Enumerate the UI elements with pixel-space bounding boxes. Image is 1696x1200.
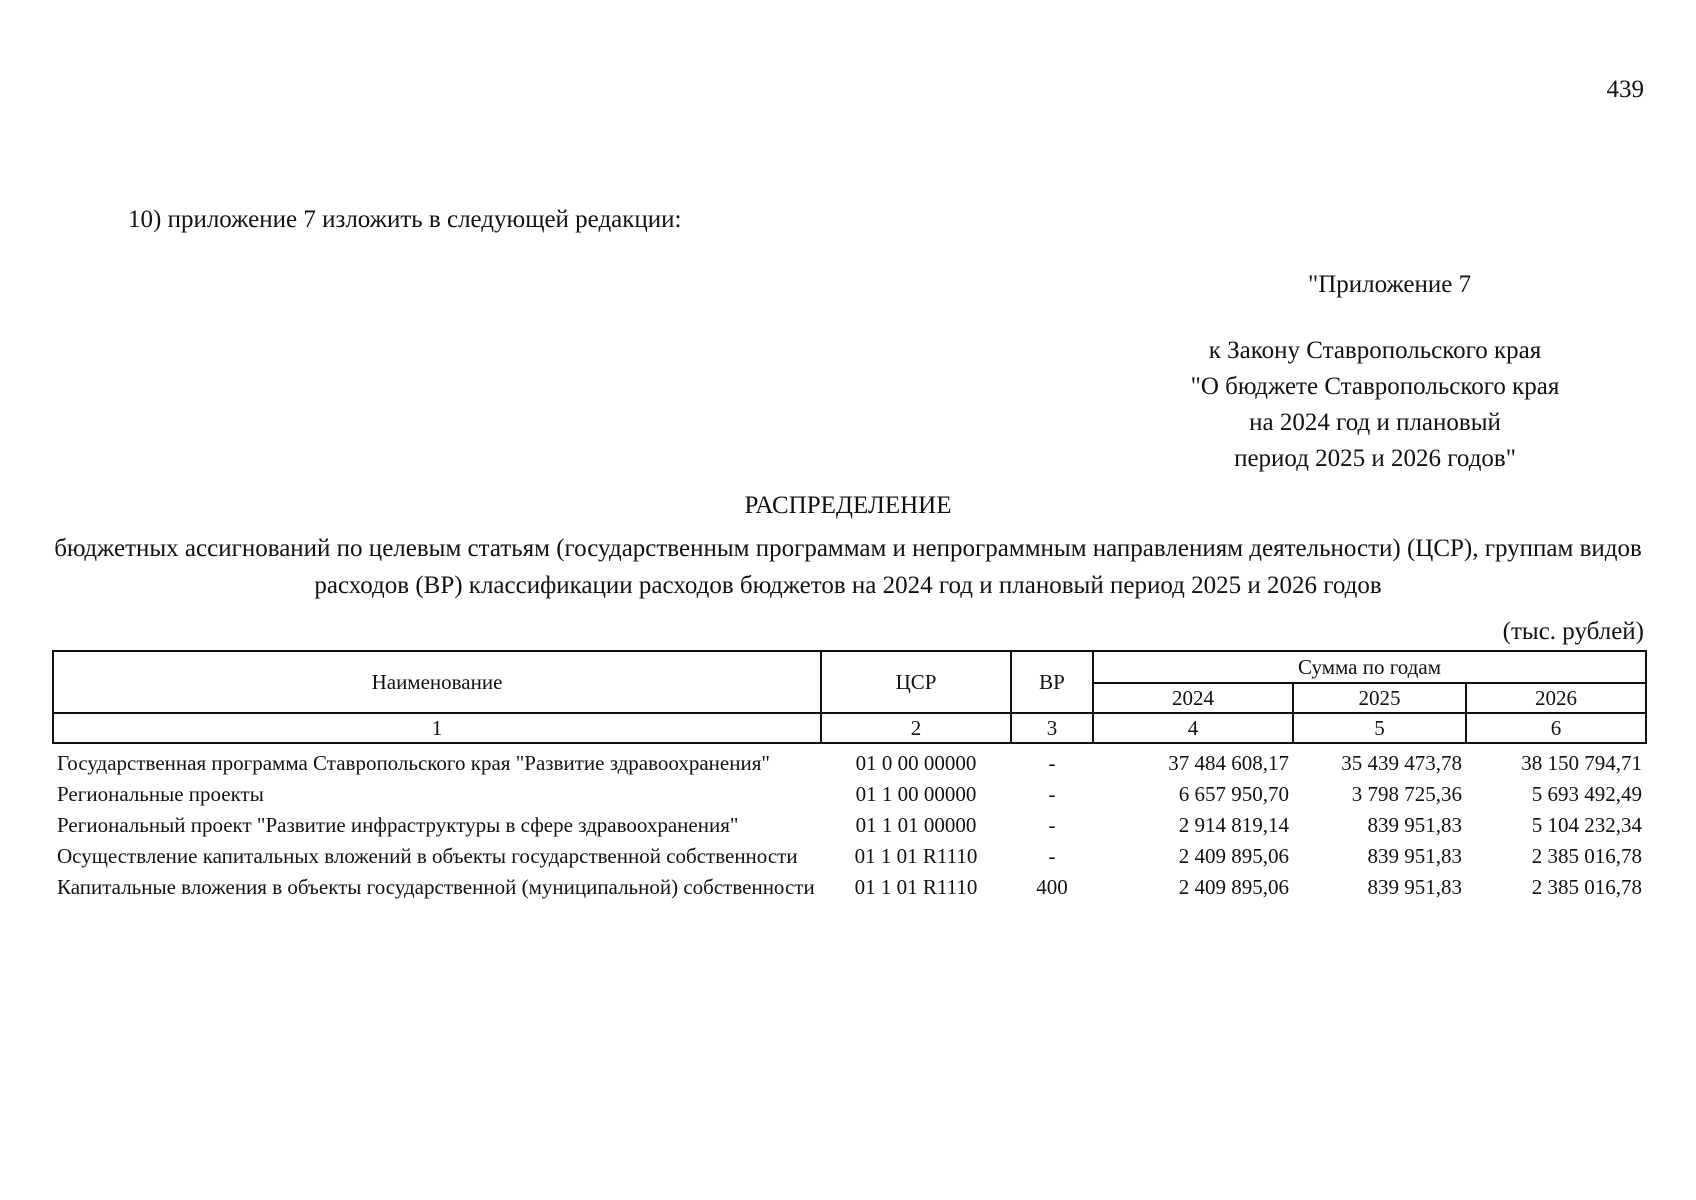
table-header-row (53, 651, 1646, 683)
row-amount-2024: 2 409 895,06 (1178, 844, 1289, 868)
column-number: 4 (1093, 713, 1293, 743)
table-row (53, 841, 1646, 872)
row-name: Региональные проекты (57, 782, 264, 806)
row-name: Региональный проект "Развитие инфраструктуры в сфере здравоохранения" (57, 813, 739, 837)
column-number: 1 (53, 713, 821, 743)
row-amount-2026: 5 693 492,49 (1531, 782, 1642, 806)
column-number: 3 (1011, 713, 1093, 743)
law-reference-line-1: к Закону Ставропольского края (1208, 337, 1542, 364)
page-number: 439 (1606, 76, 1644, 103)
row-amount-2024: 6 657 950,70 (1178, 782, 1289, 806)
header-year-2025: 2025 (1293, 683, 1466, 713)
row-csr: 01 1 00 00000 (855, 782, 977, 806)
law-reference (1140, 333, 1610, 477)
row-vr: - (1048, 782, 1056, 806)
column-number: 6 (1466, 713, 1646, 743)
row-vr: 400 (1036, 875, 1068, 899)
row-name: Капитальные вложения в объекты государственной (муниципальной) собственности (57, 875, 815, 899)
table-row (53, 872, 1646, 903)
row-name: Осуществление капитальных вложений в объекты государственной собственности (57, 844, 798, 868)
intro-paragraph: 10) приложение 7 изложить в следующей редакции: (128, 206, 682, 233)
row-vr: - (1048, 751, 1056, 775)
row-amount-2025: 839 951,83 (1367, 813, 1462, 837)
row-amount-2026: 5 104 232,34 (1531, 813, 1642, 837)
row-amount-2025: 35 439 473,78 (1341, 751, 1462, 775)
row-csr: 01 1 01 R1110 (854, 844, 978, 868)
header-vr: ВР (1011, 651, 1093, 713)
row-amount-2025: 839 951,83 (1367, 844, 1462, 868)
table-row (53, 810, 1646, 841)
table-row (53, 779, 1646, 810)
document-heading: РАСПРЕДЕЛЕНИЕ (744, 492, 952, 519)
appendix-title: "Приложение 7 (1308, 271, 1472, 298)
row-name: Государственная программа Ставропольского края "Развитие здравоохранения" (57, 751, 770, 775)
row-amount-2024: 2 409 895,06 (1178, 875, 1289, 899)
law-reference-line-2: "О бюджете Ставропольского края (1190, 373, 1560, 400)
header-year-2026: 2026 (1466, 683, 1646, 713)
row-amount-2024: 2 914 819,14 (1178, 813, 1289, 837)
row-csr: 01 1 01 R1110 (854, 875, 978, 899)
row-amount-2026: 2 385 016,78 (1531, 875, 1642, 899)
row-vr: - (1048, 844, 1056, 868)
row-csr: 01 0 00 00000 (855, 751, 977, 775)
budget-table (52, 650, 1647, 903)
law-reference-line-3: на 2024 год и плановый (1249, 409, 1501, 436)
table-row (53, 743, 1646, 779)
row-amount-2026: 38 150 794,71 (1521, 751, 1642, 775)
header-year-2024: 2024 (1093, 683, 1293, 713)
row-amount-2024: 37 484 608,17 (1168, 751, 1289, 775)
column-number-row (53, 713, 1646, 743)
law-reference-line-4: период 2025 и 2026 годов" (1234, 445, 1516, 472)
row-csr: 01 1 01 00000 (855, 813, 977, 837)
header-csr: ЦСР (821, 651, 1011, 713)
column-number: 5 (1293, 713, 1466, 743)
row-amount-2025: 839 951,83 (1367, 875, 1462, 899)
units-label: (тыс. рублей) (1502, 618, 1644, 645)
row-amount-2026: 2 385 016,78 (1531, 844, 1642, 868)
row-amount-2025: 3 798 725,36 (1351, 782, 1462, 806)
document-subheading: бюджетных ассигнований по целевым статьям (государственным программам и непрограммным направлениям деятельности) (ЦСР), группам видов расходов (ВР) классификации расходов бюджетов на 2024 год и плановый период 2025 и 2026 годов (54, 535, 1642, 599)
column-number: 2 (821, 713, 1011, 743)
header-sum-by-years: Сумма по годам (1093, 651, 1646, 683)
header-name: Наименование (53, 651, 821, 713)
row-vr: - (1048, 813, 1056, 837)
